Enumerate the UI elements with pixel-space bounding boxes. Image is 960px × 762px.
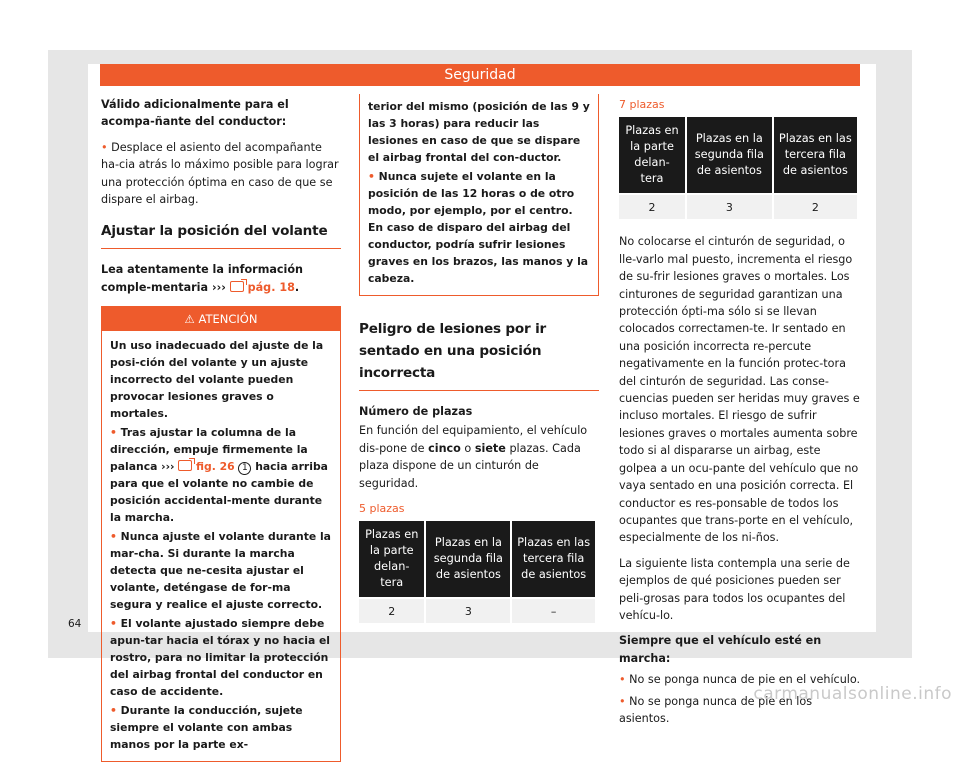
page-number: 64 <box>68 618 82 630</box>
driving-bullet-2-text: No se ponga nunca de pie en los asientos. <box>619 694 813 725</box>
figure-reference-icon <box>178 460 192 471</box>
watermark-logo: carmanualsonline.info <box>753 684 952 704</box>
table-caption-5-seats: 5 plazas <box>359 502 405 516</box>
table-cell: 3 <box>687 193 772 219</box>
warning-bullet-1-text-b: hacia arriba para que el volante no cambie de posición accidental-mente durante la marcha. <box>110 460 328 525</box>
bullet-icon: • <box>619 694 630 708</box>
column-2 <box>359 100 599 623</box>
warning-box <box>101 306 341 762</box>
intro-bold: Válido adicionalmente para el acompa-ñante del conductor: <box>101 98 289 129</box>
table-header: Plazas en la segunda fila de asientos <box>687 117 772 193</box>
table-7-seats <box>617 117 859 219</box>
intro-bullet-text: Desplace el asiento del acompañante ha-cia atrás lo máximo posible para lograr una protección óptima en caso de que se dispare el airbag. <box>101 140 339 207</box>
warning-bullet-5-text: Nunca sujete el volante en la posición de las 12 horas o de otro modo, por ejemplo, por el centro. En caso de disparo del airbag del conductor, podría sufrir lesiones graves en los brazos, las manos y la cabeza. <box>368 170 589 285</box>
seats-five: cinco <box>428 441 461 455</box>
warning-bullet-3 <box>110 615 332 700</box>
table-5-seats <box>357 521 597 623</box>
warning-body <box>102 331 340 761</box>
callout-number: 1 <box>238 462 251 475</box>
warning-bullet-3-text: El volante ajustado siempre debe apun-tar hacia el tórax y no hacia el rostro, para no limitar la protección del airbag frontal del conductor en caso de accidente. <box>110 617 331 699</box>
bullet-icon: • <box>110 426 121 440</box>
bullet-icon: • <box>110 617 121 631</box>
bullet-icon: • <box>110 530 121 544</box>
examples-paragraph: La siguiente lista contempla una serie de ejemplos de qué posiciones pueden ser peli-grosas para todos los ocupantes del vehícu-lo. <box>619 556 850 622</box>
warning-bullet-5 <box>368 168 590 287</box>
reference-paragraph: Lea atentamente la información comple-mentaria ››› pág. 18. <box>101 263 304 294</box>
warning-bullet-2-text: Nunca ajuste el volante durante la mar-cha. Si durante la marcha detecta que ne-cesita ajustar el volante, deténgase de for-ma segura y realice el ajuste correcto. <box>110 530 331 612</box>
table-cell: 2 <box>359 597 424 623</box>
warning-box-continued <box>359 94 599 296</box>
warning-intro: Un uso inadecuado del ajuste de la posi-ción del volante y un ajuste incorrecto del volante pueden provocar lesiones graves o mortales. <box>110 339 324 421</box>
table-header: Plazas en las tercera fila de asientos <box>774 117 857 193</box>
table-row <box>359 597 595 623</box>
table-header: Plazas en la parte delan-tera <box>359 521 424 597</box>
seats-paragraph <box>359 422 599 492</box>
table-cell: 2 <box>774 193 857 219</box>
table-cell: – <box>512 597 595 623</box>
warning-bullet-4 <box>110 702 332 753</box>
reference-text: Lea atentamente la información comple-mentaria <box>101 263 304 294</box>
table-header: Plazas en la segunda fila de asientos <box>426 521 510 597</box>
warning-title: ATENCIÓN <box>198 312 258 327</box>
warning-bullet-1 <box>110 424 332 526</box>
driving-bullet-1-text: No se ponga nunca de pie en el vehículo. <box>629 673 861 687</box>
driving-subheading: Siempre que el vehículo esté en marcha: <box>619 634 822 665</box>
table-caption-7-seats: 7 plazas <box>619 98 665 111</box>
warning-bullet-1-text-a: Tras ajustar la columna de la dirección, empuje firmemente la palanca <box>110 426 308 474</box>
page-reference-link[interactable]: pág. 18 <box>247 280 295 294</box>
table-row <box>619 193 857 219</box>
reference-arrows: ››› <box>211 280 226 294</box>
column-1 <box>101 96 341 762</box>
table-header: Plazas en las tercera fila de asientos <box>512 521 595 597</box>
warning-bullet-2 <box>110 528 332 613</box>
seats-seven: siete <box>474 441 506 455</box>
bullet-icon: • <box>110 704 121 718</box>
table-cell: 3 <box>426 597 510 623</box>
belt-paragraph: No colocarse el cinturón de seguridad, o lle-varlo mal puesto, incrementa el riesgo de su-frir lesiones graves o mortales. Los cinturones de seguridad garantizan una protección ópti-ma sólo si se llevan colocados correctamen-te. Ir sentado en una posición incorrecta re-percute negativamente en la función protec-tora del cinturón de seguridad. Las conse-cuencias pueden ser heridas muy graves e incluso mortales. El riesgo de sufrir lesiones graves o mortales aumenta sobre todo si al dispararse un airbag, este golpea a un ocu-pante del vehículo que no vaya sentado en una posición correcta. El conductor es res-ponsable de todos los ocupantes que trans-porte en el vehículo, especialmente de los ni-ños. <box>619 235 860 545</box>
seats-subheading: Número de plazas <box>359 405 473 418</box>
bullet-icon: • <box>368 170 379 183</box>
figure-reference-link[interactable]: fig. 26 <box>196 460 235 474</box>
warning-continued-text: terior del mismo (posición de las 9 y las 3 horas) para reducir las lesiones en caso de que se dispare el airbag frontal del con-ductor. <box>368 100 590 164</box>
warning-bullet-4-text: Durante la conducción, sujete siempre el volante con ambas manos por la parte ex- <box>110 704 303 752</box>
column-3 <box>619 96 861 735</box>
table-cell: 2 <box>619 193 685 219</box>
section-header: Seguridad <box>100 64 860 86</box>
seats-or: o <box>464 441 472 455</box>
section-title-steering: Ajustar la posición del volante <box>101 220 341 249</box>
intro-bullet <box>101 139 341 209</box>
warning-triangle-icon: ⚠ <box>184 312 199 327</box>
bullet-icon: • <box>619 673 630 687</box>
bullet-icon: • <box>101 140 112 154</box>
section-title-posture: Peligro de lesiones por ir sentado en una posición incorrecta <box>359 318 599 391</box>
seats-text-a: En función del equipamiento, el vehículo dis-pone de <box>359 424 588 455</box>
page-reference-icon <box>230 281 244 292</box>
table-header: Plazas en la parte delan-tera <box>619 117 685 193</box>
figure-reference-arrows: ››› <box>161 460 175 474</box>
warning-header <box>102 307 340 331</box>
seats-text-b: plazas. Cada plaza dispone de un cinturón de seguridad. <box>359 441 581 490</box>
